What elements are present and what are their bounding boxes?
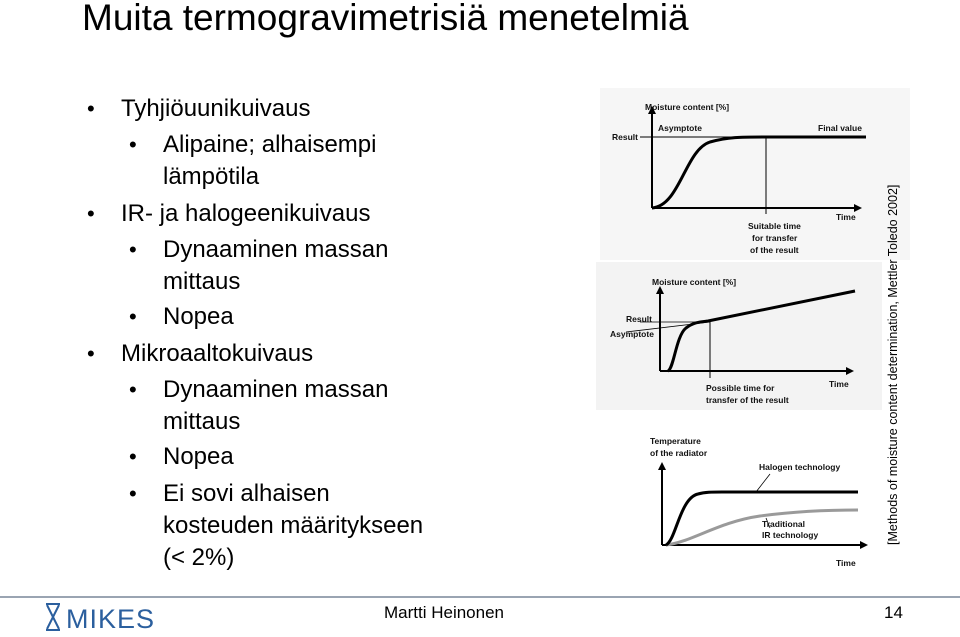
- bullet-marker: •: [87, 201, 95, 226]
- bullet-text: mittaus: [163, 408, 241, 435]
- graph2-result-label: Result: [626, 314, 652, 324]
- graph1-annotation-line3: of the result: [750, 245, 799, 255]
- bullet-marker: •: [129, 132, 137, 157]
- list-item-continuation: [163, 509, 423, 542]
- graph1-ylabel: Moisture content [%]: [645, 102, 730, 112]
- graph2-annotation-line2: transfer of the result: [706, 395, 789, 405]
- figure-credit: [Methods of moisture content determination, Mettler Toledo 2002]: [886, 184, 900, 545]
- bullet-text: Tyhjiöuunikuivaus: [121, 95, 311, 122]
- graph1-annotation-line2: for transfer: [752, 233, 798, 243]
- list-item: [129, 477, 330, 510]
- graph2-xlabel: Time: [829, 379, 849, 389]
- graph3-y-arrow: [658, 462, 666, 470]
- graph3-ylabel-line2: of the radiator: [650, 448, 708, 458]
- list-item: [87, 197, 371, 230]
- list-item: [87, 337, 314, 370]
- bullet-text: IR- ja halogeenikuivaus: [121, 200, 371, 227]
- bullet-text: Mikroaaltokuivaus: [121, 340, 314, 367]
- graph3-ylabel-line1: Temperature: [650, 436, 701, 446]
- bullet-text: Nopea: [163, 443, 234, 470]
- mikes-logo: [44, 600, 184, 634]
- graph1-result-label: Result: [612, 132, 638, 142]
- bullet-text: lämpötila: [163, 163, 260, 190]
- bullet-text: Alipaine; alhaisempi: [163, 131, 377, 158]
- mikes-logo-mark: [46, 604, 60, 630]
- list-item-continuation: [163, 160, 259, 193]
- list-item-continuation: [163, 405, 240, 438]
- footer-author: Martti Heinonen: [384, 603, 505, 622]
- slide-title: Muita termogravimetrisiä menetelmiä: [82, 0, 689, 38]
- list-item: [129, 128, 377, 161]
- traditional-label-line2: IR technology: [762, 530, 819, 540]
- bullet-text: kosteuden määritykseen: [163, 512, 424, 539]
- halogen-label: Halogen technology: [759, 462, 841, 472]
- list-item: [129, 440, 234, 473]
- bullet-marker: •: [129, 304, 137, 329]
- graph3-x-arrow: [860, 541, 868, 549]
- page-number: 14: [884, 603, 903, 622]
- graph2-annotation-line1: Possible time for: [706, 383, 775, 393]
- graph2-ylabel: Moisture content [%]: [652, 277, 737, 287]
- graph3-xlabel: Time: [836, 558, 856, 568]
- list-item: [129, 300, 234, 333]
- bullet-marker: •: [87, 341, 95, 366]
- bullet-text: mittaus: [163, 268, 241, 295]
- bullet-text: Dynaaminen massan: [163, 236, 389, 263]
- list-item: [87, 92, 311, 125]
- bullet-text: Ei sovi alhaisen: [163, 480, 330, 507]
- mikes-logo-text: MIKES: [66, 604, 156, 634]
- list-item: [129, 373, 389, 406]
- bullet-text: (< 2%): [163, 544, 235, 571]
- graph2-asymptote-label: Asymptote: [610, 329, 654, 339]
- bullet-marker: •: [129, 481, 137, 506]
- bullet-marker: •: [129, 237, 137, 262]
- footer-divider: [0, 596, 960, 598]
- bullet-text: Dynaaminen massan: [163, 376, 389, 403]
- traditional-label-line1: Traditional: [762, 519, 805, 529]
- graph1-annotation-line1: Suitable time: [748, 221, 801, 231]
- halogen-pointer: [756, 474, 770, 492]
- graph1-asymptote-label: Asymptote: [658, 123, 702, 133]
- bullet-marker: •: [87, 96, 95, 121]
- list-item-continuation: [163, 265, 240, 298]
- graph1-xlabel: Time: [836, 212, 856, 222]
- bullet-marker: •: [129, 377, 137, 402]
- list-item-continuation: [163, 541, 234, 574]
- bullet-marker: •: [129, 444, 137, 469]
- graph3: [650, 436, 868, 568]
- bullet-text: Nopea: [163, 303, 234, 330]
- list-item: [129, 233, 389, 266]
- moisture-figure: [590, 85, 910, 580]
- graph1-final-value-label: Final value: [818, 123, 862, 133]
